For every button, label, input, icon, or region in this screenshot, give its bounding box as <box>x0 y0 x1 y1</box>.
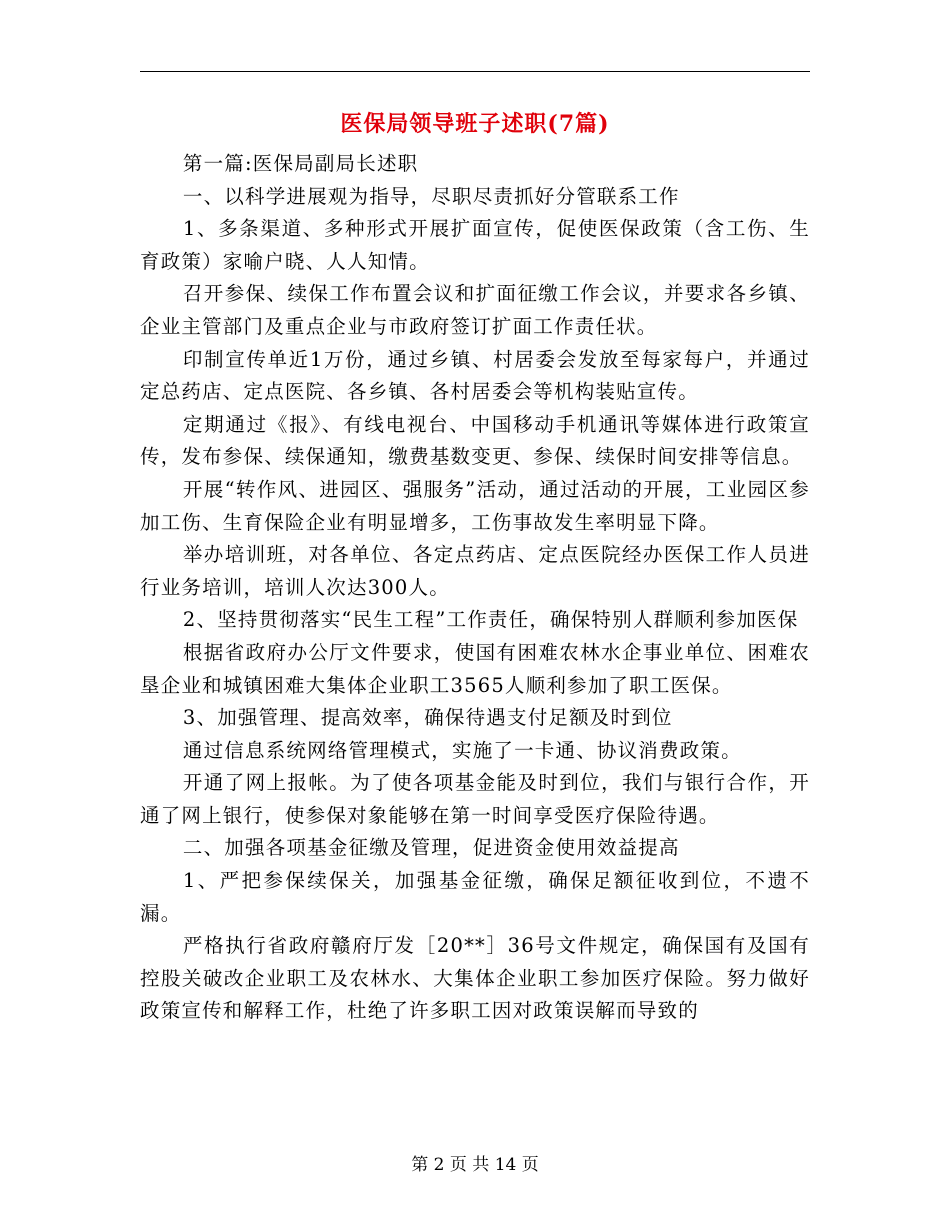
paragraph: 2、坚持贯彻落实“民生工程”工作责任，确保特别人群顺利参加医保 <box>182 608 799 632</box>
paragraph: 根据省政府办公厅文件要求，使国有困难农林水企事业单位、困难农垦企业和城镇困难大集体企业职工3565人顺利参加了职工医保。 <box>140 640 810 697</box>
paragraph: 第一篇:医保局副局长述职 <box>182 152 419 175</box>
paragraph: 3、加强管理、提高效率，确保待遇支付足额及时到位 <box>182 706 673 730</box>
paragraph: 召开参保、续保工作布置会议和扩面征缴工作会议，并要求各乡镇、企业主管部门及重点企业与市政府签订扩面工作责任状。 <box>140 282 810 338</box>
paragraph: 印制宣传单近1万份，通过乡镇、村居委会发放至每家每户，并通过定总药店、定点医院、各乡镇、各村居委会等机构装贴宣传。 <box>140 347 810 404</box>
paragraph: 1、严把参保续保关，加强基金征缴，确保足额征收到位，不遗不漏。 <box>140 869 810 925</box>
paragraph: 通过信息系统网络管理模式，实施了一卡通、协议消费政策。 <box>182 738 742 762</box>
paragraph: 开展“转作风、进园区、强服务”活动，通过活动的开展，工业园区参加工伤、生育保险企业有明显增多，工伤事故发生率明显下降。 <box>140 477 810 534</box>
paragraph: 一、以科学进展观为指导，尽职尽责抓好分管联系工作 <box>182 184 680 208</box>
paragraph: 1、多条渠道、多种形式开展扩面宣传，促使医保政策（含工伤、生育政策）家喻户晓、人人知情。 <box>140 217 810 273</box>
page-footer: 第 2 页 共 14 页 <box>411 1155 539 1175</box>
header-rule <box>140 71 810 72</box>
paragraph: 举办培训班，对各单位、各定点药店、定点医院经办医保工作人员进行业务培训，培训人次达300人。 <box>140 543 810 599</box>
document-title: 医保局领导班子述职(7篇) <box>340 111 610 137</box>
document-body <box>140 148 810 1028</box>
paragraph: 开通了网上报帐。为了使各项基金能及时到位，我们与银行合作，开通了网上银行，使参保对象能够在第一时间享受医疗保险待遇。 <box>140 771 810 827</box>
paragraph: 定期通过《报》、有线电视台、中国移动手机通讯等媒体进行政策宣传，发布参保、续保通知，缴费基数变更、参保、续保时间安排等信息。 <box>140 412 810 469</box>
paragraph: 严格执行省政府赣府厅发［20**］36号文件规定，确保国有及国有控股关破改企业职工及农林水、大集体企业职工参加医疗保险。努力做好政策宣传和解释工作，杜绝了许多职工因对政策误解而导致的 <box>140 934 810 1023</box>
paragraph: 二、加强各项基金征缴及管理，促进资金使用效益提高 <box>182 836 680 860</box>
